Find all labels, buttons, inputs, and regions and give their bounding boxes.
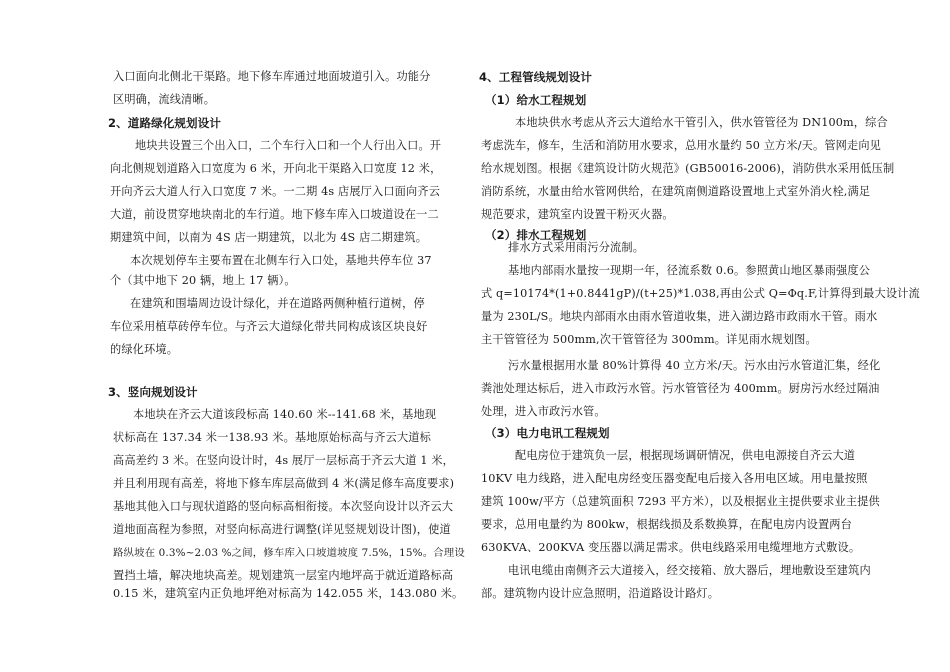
section-heading: 4、工程管线规划设计 (479, 70, 593, 84)
body-text-line: 主干管管径为 500mm,次干管管径为 300mm。详见雨水规划图。 (481, 333, 817, 346)
section-heading: 2、道路绿化规划设计 (108, 116, 222, 130)
body-text-line: 630KVA、200KVA 变压器以满足需求。供电线路采用电缆埋地方式敷设。 (481, 541, 861, 554)
body-text-line: 并且利用现有高差，将地下修车库层高做到 4 米(满足修车高度要求) (113, 477, 455, 490)
body-text-line: 配电房位于建筑负一层，根据现场调研情况，供电电源接自齐云大道 (515, 449, 856, 462)
body-text-line: 基地内部雨水量按一现期一年，径流系数 0.6。参照黄山地区暴雨强度公 (508, 264, 871, 277)
body-text-line: 入口面向北侧北干渠路。地下修车库通过地面坡道引入。功能分 (113, 70, 431, 83)
body-text-line: 排水方式采用雨污分流制。 (508, 241, 645, 254)
body-text-line: 污水量根据用水量 80%计算得 40 立方米/天。污水由污水管道汇集，经化 (508, 359, 881, 372)
body-text-line: 的绿化环境。 (110, 343, 179, 356)
body-text-line: 消防系统，水量由给水管网供给，在建筑南侧道路设置地上式室外消火栓,满足 (481, 185, 871, 198)
body-text-line: 大道，前设贯穿地块南北的车行道。地下修车库入口坡道设在一二 (110, 208, 439, 221)
body-text-line: 本地块供水考虑从齐云大道给水干管引入，供水管管径为 DN100m，综合 (515, 116, 888, 129)
body-text-line: 0.15 米，建筑室内正负地坪绝对标高为 142.055 米，143.080 米。 (113, 587, 464, 600)
body-text-line: 规范要求，建筑室内设置干粉灭火器。 (481, 208, 674, 221)
body-text-line: 粪池处理达标后，进入市政污水管。污水管管径为 400mm。厨房污水经过隔油 (481, 382, 880, 395)
body-text-line: 高高差约 3 米。在竖向设计时，4s 展厅一层标高于齐云大道 1 米， (113, 454, 455, 467)
subsection-heading: （1）给水工程规划 (485, 93, 587, 107)
body-text-line: 10KV 电力线路，进入配电房经变压器变配电后接入各用电区域。用电量按照 (481, 472, 868, 485)
subsection-heading: （3）电力电讯工程规划 (485, 426, 610, 440)
body-text-line: 建筑 100w/平方（总建筑面积 7293 平方米），以及根据业主提供要求业主提供 (481, 495, 880, 508)
section-heading: 3、竖向规划设计 (108, 385, 198, 399)
body-text-line: 地块共设置三个出入口，二个车行入口和一个人行出入口。开 (135, 139, 442, 152)
body-text-line: 给水规划图。根据《建筑设计防火规范》(GB50016-2006)，消防供水采用低压制 (481, 162, 895, 175)
body-text-line: 路纵坡在 0.3%~2.03 %之间，修车库入口坡道坡度 7.5%，15%。合理设 (113, 547, 465, 559)
body-text-line: 向北侧规划道路入口宽度为 6 米，开向北干渠路入口宽度 12 米， (110, 162, 442, 175)
body-text-line: 置挡土墙，解决地块高差。规划建筑一层室内地坪高于就近道路标高 (113, 569, 454, 582)
body-text-line: 区明确，流线清晰。 (113, 93, 216, 106)
body-text-line: 个（其中地下 20 辆，地上 17 辆）。 (110, 274, 296, 287)
body-text-line: 状标高在 137.34 米一138.93 米。基地原始标高与齐云大道标 (113, 431, 431, 444)
body-text-line: 考虑洗车，修车，生活和消防用水要求，总用水量约 50 立方米/天。管网走向见 (481, 139, 882, 152)
body-text-line: 道地面高程为参照，对竖向标高进行调整(详见竖规划设计图)，使道 (113, 523, 451, 536)
body-text-line: 要求，总用电量约为 800kw，根据线损及系数换算，在配电房内设置两台 (481, 518, 852, 531)
body-text-line: 在建筑和围墙周边设计绿化，并在道路两侧种植行道树，停 (130, 297, 425, 310)
body-text-line: 期建筑中间，以南为 4S 店一期建筑，以北为 4S 店二期建筑。 (110, 231, 428, 244)
body-text-line: 量为 230L/S。地块内部雨水由雨水管道收集，进入湖边路市政雨水干管。雨水 (481, 310, 878, 323)
body-text-line: 本次规划停车主要布置在北侧车行入口处，基地共停车位 37 (130, 254, 432, 267)
body-text-line: 电讯电缆由南侧齐云大道接入，经交接箱、放大器后，埋地敷设至建筑内 (508, 564, 871, 577)
body-text-line: 式 q=10174*(1+0.8441gP)/(t+25)*1.038,再由公式 Q=Φq.F,计算得到最大设计流 (481, 287, 920, 300)
body-text-line: 部。建筑物内设计应急照明，沿道路设计路灯。 (481, 587, 720, 600)
body-text-line: 开向齐云大道人行入口宽度 7 米。一二期 4s 店展厅入口面向齐云 (110, 185, 441, 198)
body-text-line: 车位采用植草砖停车位。与齐云大道绿化带共同构成该区块良好 (110, 320, 428, 333)
subsection-heading: （2）排水工程规划 (485, 228, 587, 242)
body-text-line: 本地块在齐云大道该段标高 140.60 米--141.68 米，基地现 (133, 408, 437, 421)
body-text-line: 基地其他入口与现状道路的竖向标高相衔接。本次竖向设计以齐云大 (113, 500, 454, 513)
body-text-line: 处理，进入市政污水管。 (481, 405, 606, 418)
